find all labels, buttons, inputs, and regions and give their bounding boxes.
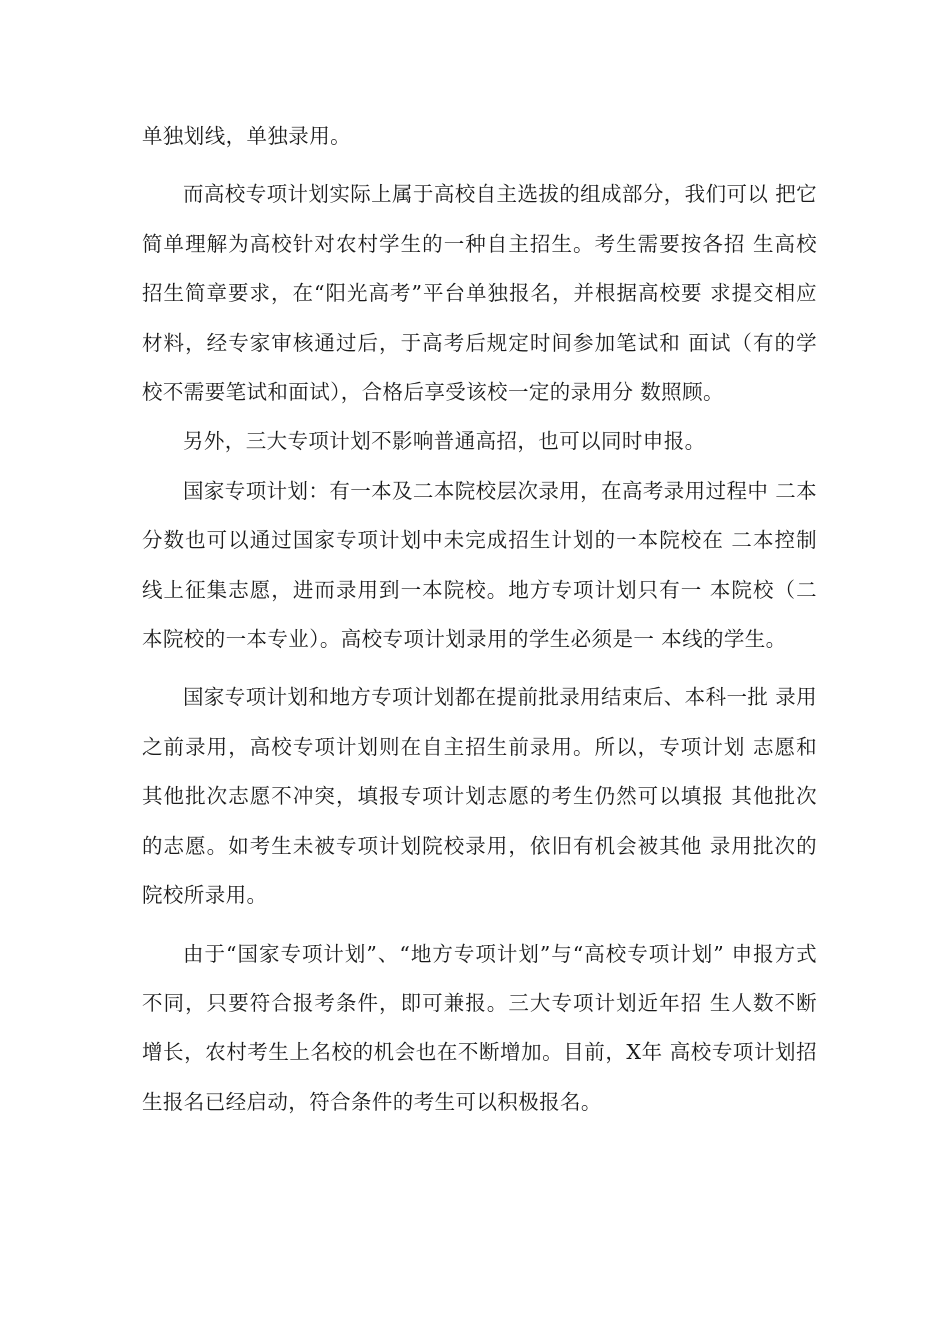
paragraph-1: 单独划线，单独录用。 [142,124,351,148]
paragraph-2: 而高校专项计划实际上属于高校自主选拔的组成部分，我们可以 把它简单理解为高校针对农村学生的一种自主招生。考生需要按各招 生高校招生简章要求，在“阳光高考”平台单独报名，并根据高校要 求提交相应材料，经专家审核通过后，于高考后规定时间参加笔试和 面试（有的学校不需要笔试和面试），合格后享受该校一定的录用分 数照顾。 [142,182,817,405]
paragraph-3: 另外，三大专项计划不影响普通高招，也可以同时申报。 [183,429,706,454]
paragraph-5: 国家专项计划和地方专项计划都在提前批录用结束后、本科一批 录用之前录用，高校专项计划则在自主招生前录用。所以，专项计划 志愿和其他批次志愿不冲突，填报专项计划志愿的考生仍然可以填报 其他批次的志愿。如考生未被专项计划院校录用，依旧有机会被其他 录用批次的院校所录用。 [142,685,817,908]
document-body [142,112,817,1127]
paragraph-4: 国家专项计划：有一本及二本院校层次录用，在高考录用过程中 二本分数也可以通过国家专项计划中未完成招生计划的一本院校在 二本控制线上征集志愿，进而录用到一本院校。地方专项计划只有一 本院校（二本院校的一本专业）。高校专项计划录用的学生必须是一 本线的学生。 [142,478,817,652]
paragraph-6: 由于“国家专项计划”、“地方专项计划”与“高校专项计划” 申报方式不同，只要符合报考条件，即可兼报。三大专项计划近年招 生人数不断增长，农村考生上名校的机会也在不断增加。目前，X年 高校专项计划招生报名已经启动，符合条件的考生可以积极报名。 [142,941,817,1114]
